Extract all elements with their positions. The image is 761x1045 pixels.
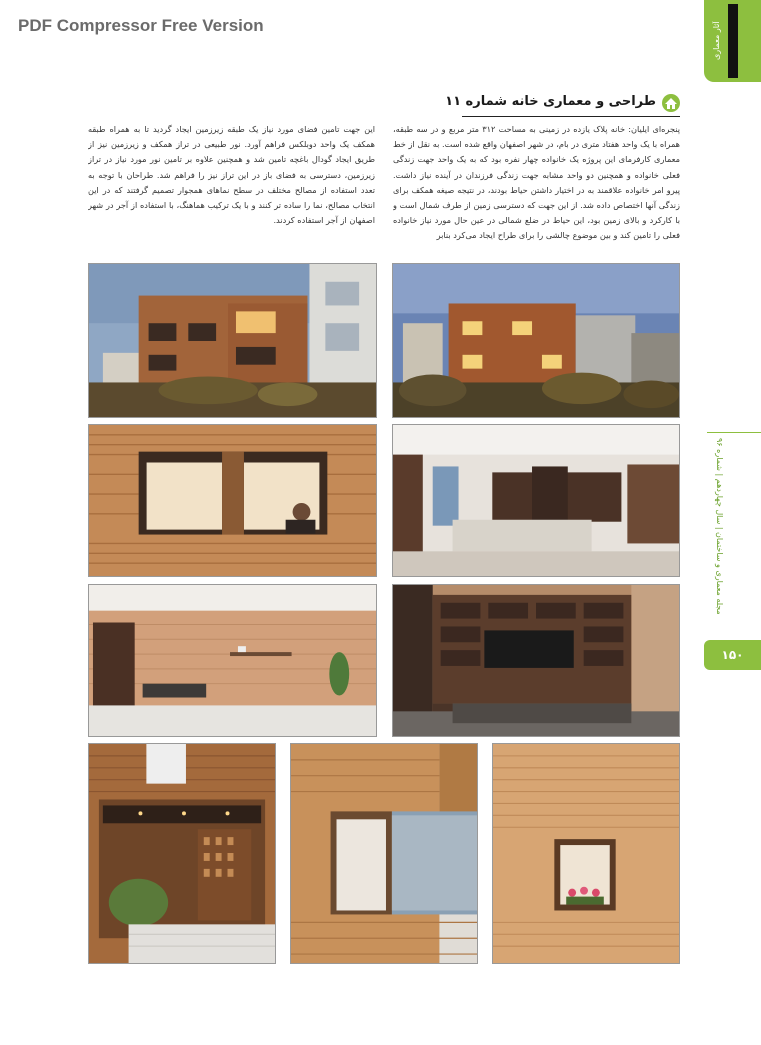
section-tab	[704, 0, 761, 82]
photo-facade-corner	[88, 263, 377, 418]
magazine-side-label: مجله معماری و ساختمان | سال چهاردهم | شماره ۹۶	[715, 438, 724, 615]
article-column-left: این جهت تامین فضای مورد نیاز یک طبقه زیرزمین ایجاد گردید تا به همراه طبقه همکف یک واحد دوبلکس فراهم آورد. نور طبیعی در تراز همکف و زیرزمین نیز از طریق ایجاد گودال باغچه تامین شد و همچنین علاوه بر تامین نور مورد نیاز در تراز زیرزمین، دسترسی به فضای باز در این تراز نیز را فراهم شد. طراحان با توجه به تعدد استفاده از مصالح مختلف در سطح نماهای همجوار تصمیم گرفتند که در این انتخاب مصالح، نما را ساده تر کنند و با یک ترکیب هماهنگ، با استفاده از آجر در شهر اصفهان از آجر استفاده کردند.	[88, 124, 375, 226]
photo-corner-window	[290, 743, 478, 964]
photo-flower-window	[492, 743, 680, 964]
page-number: ۱۵۰	[704, 640, 761, 670]
article-column-right: پنجره‌ای ایلیان: خانه پلاک یازده در زمینی به مساحت ۳۱۲ متر مربع و در سه طبقه، همراه با یک واحد هفتاد متری در بام، در شهر اصفهان واقع شده است. به نقل از خط معماری کارفرمای این پروژه یک خانواده چهار نفره بود که به یک واحد جهت زندگی فعلی خانواده و همچنین دو واحد مشابه جهت زندگی فرزندان در آینده نیاز داشت. پیرو امر خانواده علاقمند به در اختیار داشتن حیاط بودند، در نتیجه صیغه همکف برای زندگی آنها اختصاص داده شد. از این جهت که دسترسی زمین از طرف شمال است و با کارکرد و بالای زمین بود، این حیاط در ضلع شمالی در عین حال مورد نیاز خانواده فعلی را تامین کند و بین موضوع چالشی را برای طراح ایجاد می‌کرد بنابر	[393, 124, 680, 241]
photo-bookshelf	[392, 584, 680, 737]
photo-kitchen	[392, 424, 680, 577]
title-divider	[462, 116, 680, 117]
house-icon	[662, 94, 680, 112]
article-title-row	[445, 92, 680, 116]
photo-entrance	[88, 743, 276, 964]
photo-facade-front	[392, 263, 680, 418]
article-title: طراحی و معماری خانه شماره ۱۱	[445, 94, 656, 109]
section-tab-label: آثار معماری	[712, 21, 721, 61]
side-divider	[707, 432, 761, 433]
section-tab-bar	[728, 4, 738, 78]
photo-window-man	[88, 424, 377, 577]
pdf-watermark: PDF Compressor Free Version	[18, 16, 264, 35]
photo-brick-wall	[88, 584, 377, 737]
